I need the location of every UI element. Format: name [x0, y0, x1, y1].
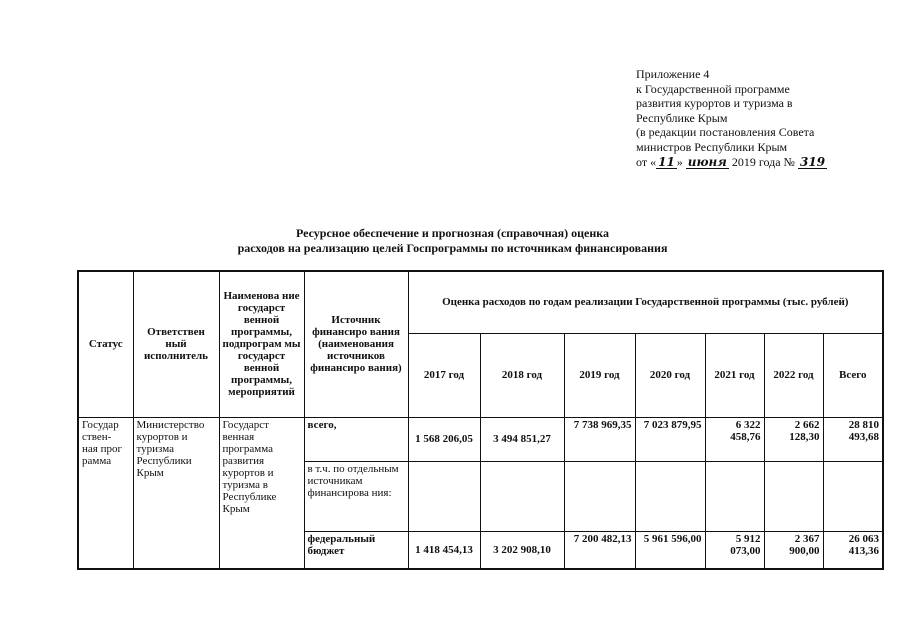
- header-estimate: Оценка расходов по годам реализации Государственной программы (тыс. рублей): [408, 271, 883, 333]
- table-row: [78, 417, 883, 461]
- header-year: 2019 год: [564, 333, 635, 417]
- cell-value: 28 810 493,68: [823, 417, 883, 461]
- cell-value: 7 738 969,35: [564, 417, 635, 461]
- document-title-line2: расходов на реализацию целей Госпрограммы по источникам финансирования: [237, 241, 668, 255]
- cell-program-name: Государст венная программа развития курортов и туризма в Республике Крым: [219, 417, 304, 569]
- document-title-line1: Ресурсное обеспечение и прогнозная (справочная) оценка: [295, 226, 610, 240]
- header-name: Наименова ние государст венной программы, подпрограм мы государст венной программы, мероприятий: [219, 271, 304, 417]
- header-year: 2017 год: [408, 333, 480, 417]
- handwritten-day: 11: [658, 154, 675, 169]
- header-row-1: [78, 271, 883, 333]
- date-prefix: от «: [636, 154, 657, 169]
- handwritten-month: июня: [687, 154, 727, 169]
- cell-value: 1 418 454,13: [408, 531, 480, 569]
- cell-value: 6 322 458,76: [705, 417, 764, 461]
- cell-status: Государ ствен- ная прог рамма: [78, 417, 133, 569]
- header-source: Источник финансиро вания (наименования источников финансиро вания): [304, 271, 408, 417]
- cell-empty: [564, 461, 635, 531]
- cell-executor: Министерство курортов и туризма Республики Крым: [133, 417, 219, 569]
- cell-empty: [635, 461, 705, 531]
- appendix-line: министров Республики Крым: [636, 139, 788, 154]
- header-status: Статус: [78, 271, 133, 417]
- header-year: 2022 год: [764, 333, 823, 417]
- header-year: 2020 год: [635, 333, 705, 417]
- cell-value: 2 662 128,30: [764, 417, 823, 461]
- cell-value: 7 200 482,13: [564, 531, 635, 569]
- appendix-line: Приложение 4: [636, 67, 710, 81]
- cell-source: федеральный бюджет: [304, 531, 408, 569]
- date-mid: »: [676, 154, 683, 169]
- header-year: 2018 год: [480, 333, 564, 417]
- cell-source: в т.ч. по отдельным источникам финансирова ния:: [304, 461, 408, 531]
- cell-value: 5 912 073,00: [705, 531, 764, 569]
- cell-value: 3 494 851,27: [480, 417, 564, 461]
- date-year: 2019 года №: [731, 154, 796, 169]
- header-year: 2021 год: [705, 333, 764, 417]
- cell-empty: [705, 461, 764, 531]
- cell-empty: [480, 461, 564, 531]
- cell-empty: [764, 461, 823, 531]
- appendix-line: Республике Крым: [636, 110, 728, 125]
- cell-value: 26 063 413,36: [823, 531, 883, 569]
- cell-value: 5 961 596,00: [635, 531, 705, 569]
- appendix-line: к Государственной программе: [636, 81, 790, 96]
- appendix-line: развития курортов и туризма в: [636, 96, 793, 111]
- cell-empty: [823, 461, 883, 531]
- handwritten-number: 319: [800, 154, 826, 169]
- appendix-date-line: [636, 155, 876, 170]
- cell-empty: [408, 461, 480, 531]
- cell-value: 1 568 206,05: [408, 417, 480, 461]
- cell-value: 3 202 908,10: [480, 531, 564, 569]
- resource-table: [77, 270, 884, 570]
- cell-value: 7 023 879,95: [635, 417, 705, 461]
- cell-value: 2 367 900,00: [764, 531, 823, 569]
- appendix-line: (в редакции постановления Совета: [636, 125, 815, 140]
- appendix-block: [636, 67, 876, 169]
- cell-source: всего,: [304, 417, 408, 461]
- header-executor: Ответствен ный исполнитель: [133, 271, 219, 417]
- header-total: Всего: [823, 333, 883, 417]
